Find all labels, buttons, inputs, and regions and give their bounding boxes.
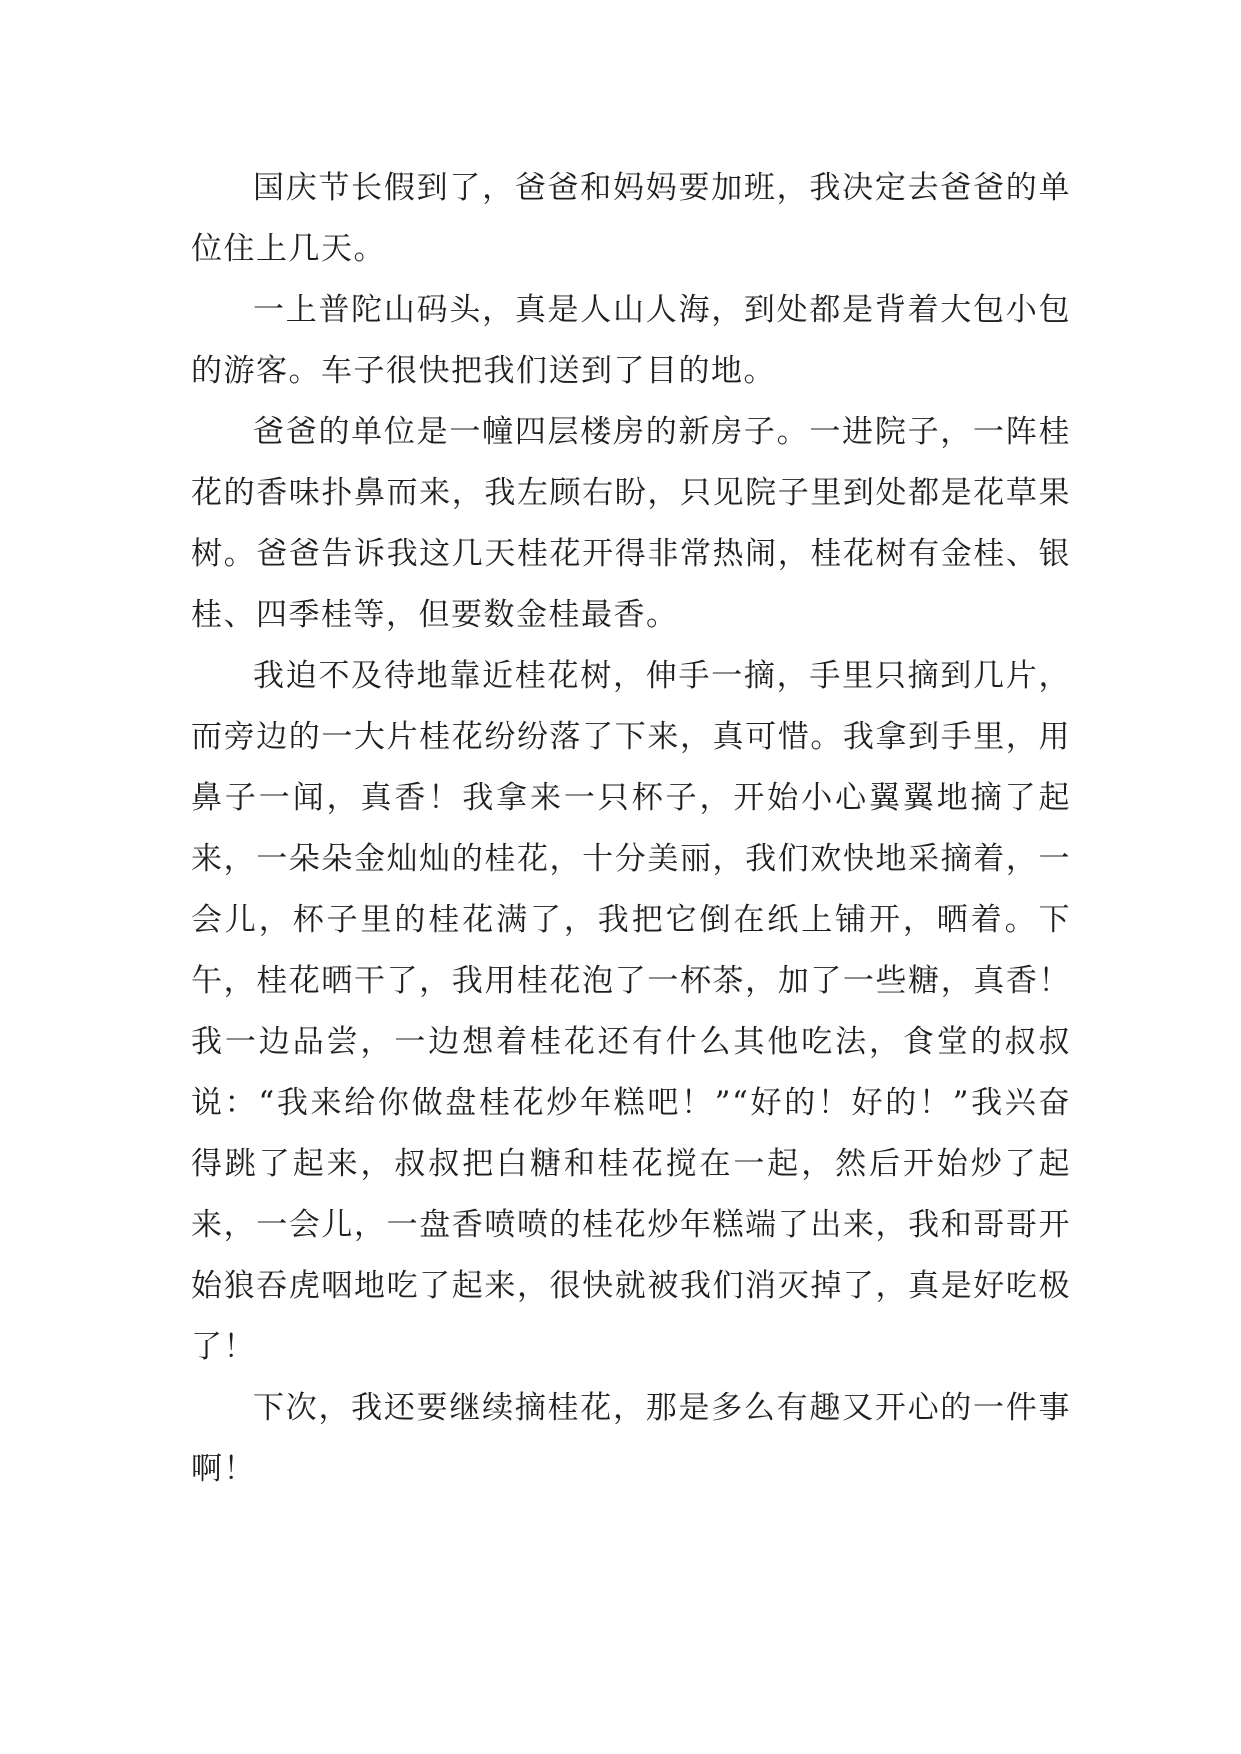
paragraph-3: 爸爸的单位是一幢四层楼房的新房子。一进院子，一阵桂花的香味扑鼻而来，我左顾右盼，只见院子里到处都是花草果树。爸爸告诉我这几天桂花开得非常热闹，桂花树有金桂、银桂、四季桂等，但要数金桂最香。 (191, 414, 1071, 633)
paragraph-1: 国庆节长假到了，爸爸和妈妈要加班，我决定去爸爸的单位住上几天。 (191, 170, 1071, 267)
paragraph-5: 下次，我还要继续摘桂花，那是多么有趣又开心的一件事啊！ (191, 1390, 1071, 1487)
paragraph-2: 一上普陀山码头，真是人山人海，到处都是背着大包小包的游客。车子很快把我们送到了目的地。 (191, 292, 1071, 389)
paragraph-4: 我迫不及待地靠近桂花树，伸手一摘，手里只摘到几片，而旁边的一大片桂花纷纷落了下来，真可惜。我拿到手里，用鼻子一闻，真香！我拿来一只杯子，开始小心翼翼地摘了起来，一朵朵金灿灿的桂花，十分美丽，我们欢快地采摘着，一会儿，杯子里的桂花满了，我把它倒在纸上铺开，晒着。下午，桂花晒干了，我用桂花泡了一杯茶，加了一些糖，真香！我一边品尝，一边想着桂花还有什么其他吃法，食堂的叔叔说：“我来给你做盘桂花炒年糕吧！”“好的！好的！”我兴奋得跳了起来，叔叔把白糖和桂花搅在一起，然后开始炒了起来，一会儿，一盘香喷喷的桂花炒年糕端了出来，我和哥哥开始狼吞虎咽地吃了起来，很快就被我们消灭掉了，真是好吃极了！ (191, 658, 1071, 1365)
document-body (191, 158, 1071, 1500)
